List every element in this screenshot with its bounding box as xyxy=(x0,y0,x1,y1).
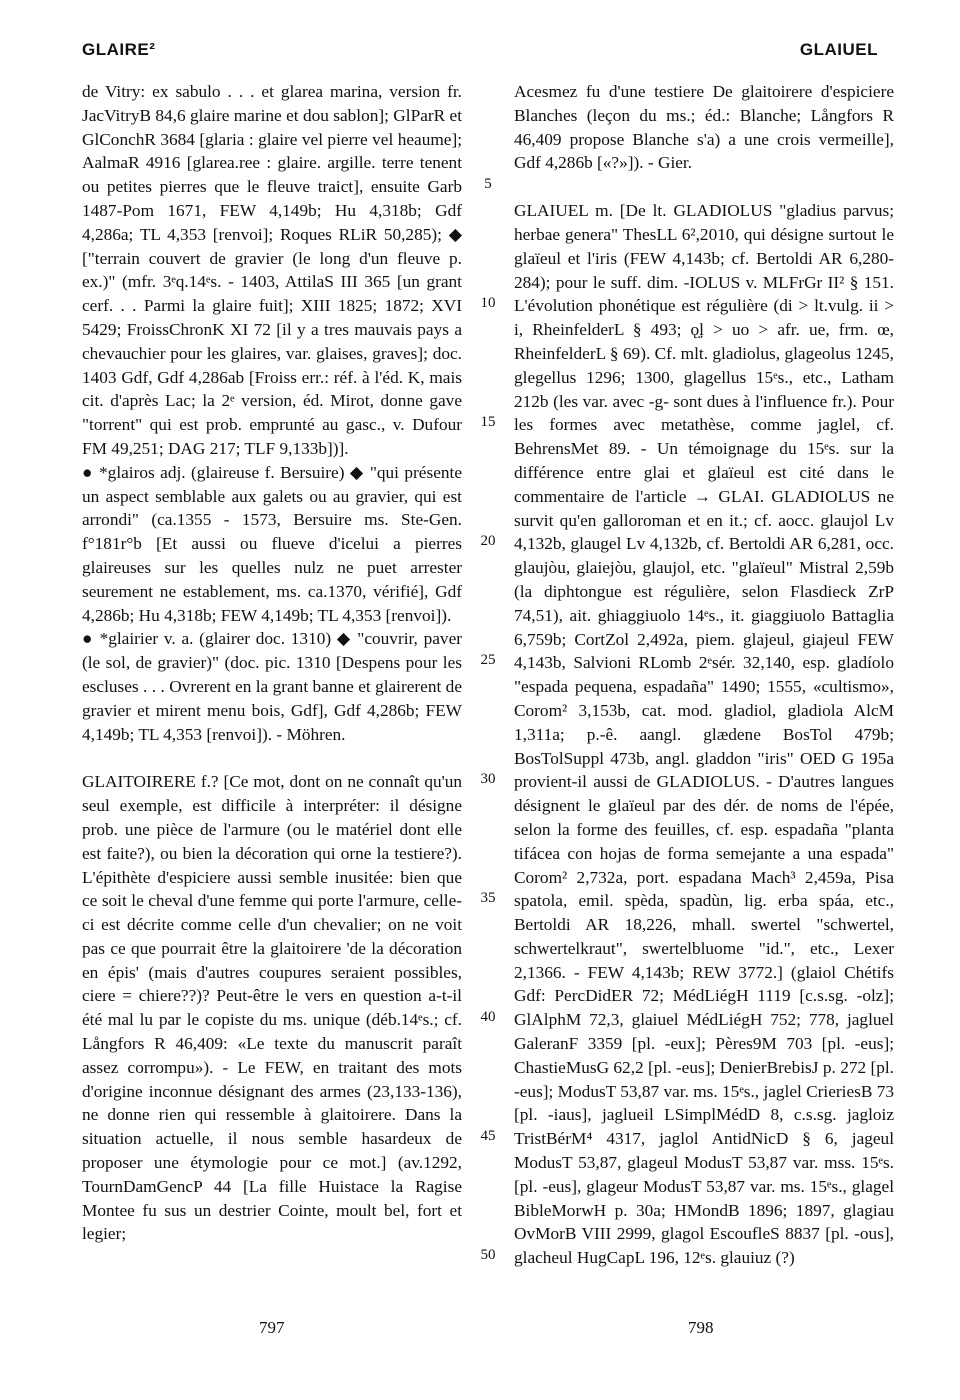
line-number: 30 xyxy=(480,771,496,787)
line-number: 35 xyxy=(480,890,496,906)
entry-glaitoirere-continuation: Acesmez fu d'une testiere De glaitoirere d'espiciere Blanches (leçon du ms.; éd.: Blanche; Långfors R 46,409 propose Blanche s'a) a une crois vermeille], Gdf 4,286b [«?»]). - Gier. xyxy=(514,82,894,173)
subentry-glairier: ● *glairier v. a. (glairer doc. 1310) ◆ "couvrir, paver (le sol, de gravier)" (doc. pic. 1310 [Despens pour les escluses . . . Ovrerent en la grant banne et glairerent de gravier et mirent menu bois, Gdf], Gdf 4,286b; FEW 4,149b; TL 4,353 [renvoi]). - Möhren. xyxy=(82,629,462,744)
subentry-glairos: ● *glairos adj. (glaireuse f. Bersuire) ◆ "qui présente un aspect semblable aux galets ou au gravier, qui est arrondi" (ca.1355 - 1573, Bersuire ms. Ste-Gen. f°181r°b [Et aussi ou flueve d'icelui a pierres glaireuses sur les quelles nulz ne puet arrester seurement ne establement, ms. ca.1370, vérifié], Gdf 4,286b; Hu 4,318b; FEW 4,149b; TL 4,353 [renvoi]). xyxy=(82,462,462,625)
line-number: 45 xyxy=(480,1128,496,1144)
page-number-left: 797 xyxy=(259,1318,285,1337)
page-number-right: 798 xyxy=(688,1318,714,1337)
line-number: 5 xyxy=(484,176,492,192)
entry-glaiuel: GLAIUEL m. [De lt. GLADIOLUS "gladius parvus; herbae genera" ThesLL 6²,2010, qui désigne surtout le glaïeul et l'iris (FEW 4,143b; cf. Bertoldi AR 6,280-284); pour le suff. dim. -IOLUS v. MLFrGr II² § 151. L'évolution phonétique est régulière (di > lt.vulg. ii > i, RheinfelderL § 493; ǫ̣ļ > uo > afr. ue, frm. œ, RheinfelderL § 69). Cf. mlt. gladiolus, glageolus 1245, glegellus 1296; 1300, glagellus 15ᵉs., etc., Latham 212b (les var. avec -g- sont dues à l'influence fr.). Pour les formes avec metathèse, comme jaglel, cf. BehrensMet 89. - Un témoignage du 15ᵉs. sur la différence entre glai et glaïeul est cité dans le commentaire de l'article → GLAI. GLADIOLUS ne survit qu'en galloroman et en it.; cf. aocc. glaujol Lv 4,132b, glaugel Lv 4,132b, cf. Bertoldi AR 6,281, occ. glaujòu, glaiejòu, glaujol, etc. "glaïeul" Mistral 2,59b (la diphtongue est régulière, selon Flasdieck ZrP 74,51), ait. ghiaggiuolo 14ᵉs., it. giaggiuolo Battaglia 6,759b; CortZol 2,492a, piem. glajeul, giajeul FEW 4,143b, Salvioni RLomb 2ᵉsér. 32,140, esp. gladíolo "espada pequena, espadaña" 1490; 1555, «cultismo», Corom² 3,153b, cat. mod. gladiol, gladiola AlcM 1,311a; p.-ê. aangl. glædene BosTol 479b; BosTolSuppl 473b, angl. gladdon "iris" OED G 195a provient-il aussi de GLADIOLUS. - D'autres langues désignent le glaïeul par des dér. de noms de l'épée, selon la forme des feuilles, cf. esp. espadaña "planta tifácea con hojas de forma semejante a una espada" Corom² 2,732a, port. espadana Mach³ 2,459a, Pisa spatola, emil. spèda, spadùn, lig. erba spáa, etc., Bertoldi AR 18,226, mhall. swertel "schwertel, schwertelkraut", swertelbluome "id.", etc., Lexer 2,1366. - FEW 4,143b; REW 3772.] (glaiol Chétifs Gdf: PercDidER 72; MédLiégH 1119 [c.s.sg. -olz]; GlAlphM 72,3, glaiuel MédLiégH 752; 778, jagluel GaleranF 3359 [pl. -eux]; Pères9M 703 [pl. -eus]; ChastieMusG 62,2 [pl. -eus]; DenierBrebisJ p. 272 [pl. -eus]; ModusT 53,87 var. ms. 15ᵉs., jaglel CrieriesB 73 [pl. -iaus], jaglueil LSimplMédD 8, c.s.sg. jagloiz TristBérM⁴ 4317, jaglol AntidNicD § 6, jageul ModusT 53,87, glageul ModusT 53,87 var. mss. 15ᵉs. [pl. -eus], glageur ModusT 53,87 var. ms. 15ᵉs., glagel BibleMorwH p. 30a; HMondB 1896; 1897, glagiau OvMorB VIII 2999, glagol EscoufleS 8837 [pl. -ous], glacheul HugCapL 196, 12ᵉs. glauiuz (?) xyxy=(514,201,894,1268)
entry-glaitoirere: GLAITOIRERE f.? [Ce mot, dont on ne connaît qu'un seul exemple, est difficile à interpréter: il désigne prob. une pièce de l'armure (ou le matériel dont elle est faite?), ou bien la décoration qui orne la testiere?). L'épithète d'espiciere aussi semble inusitée: bien que ce soit le cheval d'une femme qui porte l'armure, celle-ci est décrite comme celle d'un chevalier; on ne voit pas ce que pourrait être la glaitoirere 'de la décoration en épis' (mais d'autres coupures seraient possibles, ciere = chiere??)? Peut-être le vers en question a-t-il été mal lu par le copiste du ms. unique (déb.14ᵉs.; cf. Långfors R 46,409: «Le texte du manuscrit paraît assez corrompu»). - Le FEW, en traitant des mots d'origine inconnue désignant des armes (23,133-136), ne donne rien qui ressemble à glaitoirere. Dans la situation actuelle, il nous semble hasardeux de proposer une étymologie pour ce mot.] (av.1292, TournDamGencP 44 [La fille Huistace la Ragise Montee fu sus un destrier Cointe, moult bel, fort et legier; xyxy=(82,772,462,1244)
entry-separator xyxy=(82,746,462,770)
line-number: 40 xyxy=(480,1009,496,1025)
entry-separator xyxy=(514,175,894,199)
line-number: 10 xyxy=(480,295,496,311)
entry-glaire-continuation: de Vitry: ex sabulo . . . et glarea marina, version fr. JacVitryB 84,6 glaire marine et dou sablon]; GlParR et GlConchR 3684 [glaria : glaire vel pierre vel heaume]; AalmaR 4916 [glarea.ree : glaire. argille. terre tenent ou petites pierres que le fleuve traict], ensuite Garb 1487-Pom 1671, FEW 4,149b; Hu 4,318b; Gdf 4,286a; TL 4,353 [renvoi]; Roques RLiR 50,285); ◆ ["terrain couvert de gravier (le long d'un fleuve p. ex.)" (mfr. 3ᵉq.14ᵉs. - 1403, AttilaS III 365 [un grant cerf. . . Parmi la glaire fuit]; XIII 1825; 1872; XVI 5429; FroissChronK XI 72 [il y a tres mauvais pays a chevauchier pour les glaires, var. glaises, graves]; doc. 1403 Gdf, Gdf 4,286ab [Froiss err.: réf. à l'éd. K, mais cit. d'après Lac; la 2ᵉ version, éd. Mirot, donne gave "torrent" qui est prob. emprunté au gasc., v. Dufour FM 49,251; DAG 217; TLF 9,133b])]. xyxy=(82,82,462,458)
line-number: 25 xyxy=(480,652,496,668)
line-number: 20 xyxy=(480,533,496,549)
running-head-left: GLAIRE² xyxy=(82,40,156,59)
running-head-right: GLAIUEL xyxy=(799,40,878,59)
line-number: 15 xyxy=(480,414,496,430)
line-number: 50 xyxy=(480,1247,496,1263)
right-column xyxy=(514,80,894,1270)
left-column xyxy=(82,80,462,1246)
